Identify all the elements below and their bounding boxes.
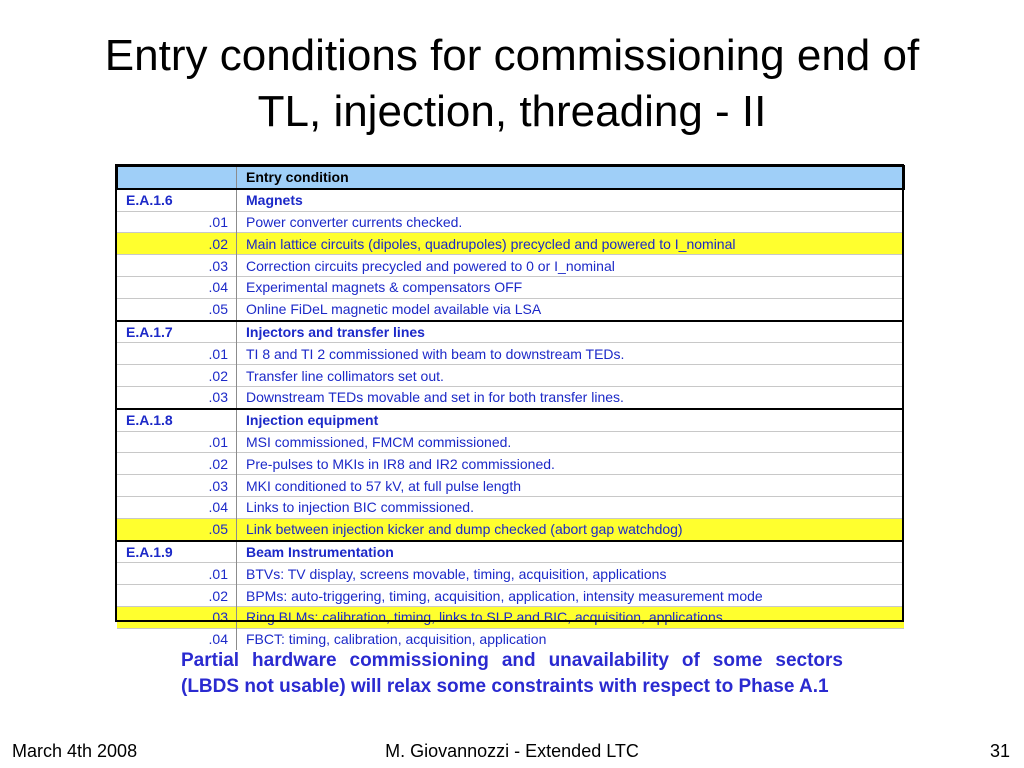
table-header-entry-condition: Entry condition <box>237 166 905 189</box>
row-condition: BTVs: TV display, screens movable, timing, acquisition, applications <box>246 565 667 582</box>
entry-conditions-table <box>116 165 905 650</box>
row-condition: Transfer line collimators set out. <box>246 367 444 384</box>
row-condition: BPMs: auto-triggering, timing, acquisition, application, intensity measurement mode <box>246 587 763 604</box>
row-id: .03 <box>117 475 237 497</box>
table-row <box>117 255 904 277</box>
footer-date: March 4th 2008 <box>12 741 138 761</box>
row-id: .02 <box>117 585 237 607</box>
row-id: .03 <box>117 386 237 408</box>
row-condition: MKI conditioned to 57 kV, at full pulse length <box>246 477 521 494</box>
row-condition: Power converter currents checked. <box>246 213 463 230</box>
footer-author: M. Giovannozzi - Extended LTC <box>385 741 639 761</box>
row-id: .01 <box>117 343 237 365</box>
table-row <box>117 343 904 365</box>
row-condition: Online FiDeL magnetic model available via LSA <box>246 301 542 318</box>
slide-title <box>0 28 1024 140</box>
row-id: .05 <box>117 518 237 540</box>
row-condition: Ring BLMs: calibration, timing, links to SLP and BIC, acquisition, applications <box>237 606 905 628</box>
slide-title-line1: Entry conditions for commissioning end of <box>104 31 920 80</box>
row-id: .01 <box>117 431 237 453</box>
table-row <box>117 563 904 585</box>
row-id: E.A.1.6 <box>117 189 237 211</box>
row-condition: FBCT: timing, calibration, acquisition, application <box>246 631 547 648</box>
table-group-row <box>117 189 904 211</box>
row-condition: Injectors and transfer lines <box>246 323 425 340</box>
table-row <box>117 386 904 408</box>
table-row <box>117 628 904 649</box>
row-condition: Main lattice circuits (dipoles, quadrupoles) precycled and powered to I_nominal <box>237 233 905 255</box>
row-condition: Downstream TEDs movable and set in for both transfer lines. <box>246 389 624 406</box>
table-header-row <box>117 166 904 189</box>
row-id: .05 <box>117 298 237 320</box>
row-condition: Links to injection BIC commissioned. <box>246 499 474 516</box>
table-row <box>117 431 904 453</box>
row-id: .01 <box>117 211 237 233</box>
commissioning-note: Partial hardware commissioning and unavailability of some sectors (LBDS not usable) will relax some constraints with respect to Phase A.1 <box>181 650 843 697</box>
row-id: E.A.1.7 <box>117 321 237 343</box>
row-condition: Magnets <box>246 192 303 209</box>
table-row <box>117 298 904 320</box>
table-group-row <box>117 321 904 343</box>
table-row <box>117 233 904 255</box>
row-id: E.A.1.8 <box>117 409 237 431</box>
table-row <box>117 606 904 628</box>
row-id: .04 <box>117 496 237 518</box>
slide-title-line2: TL, injection, threading - II <box>257 87 767 136</box>
row-condition: Link between injection kicker and dump checked (abort gap watchdog) <box>237 518 905 540</box>
table-row <box>117 475 904 497</box>
row-condition: Injection equipment <box>246 412 379 429</box>
table-group-row <box>117 541 904 563</box>
table-row <box>117 518 904 540</box>
row-condition: MSI commissioned, FMCM commissioned. <box>246 433 512 450</box>
table-row <box>117 365 904 387</box>
row-id: .03 <box>117 255 237 277</box>
row-condition: Experimental magnets & compensators OFF <box>246 279 523 296</box>
table-row <box>117 453 904 475</box>
table-header-id <box>117 166 237 189</box>
row-condition: Correction circuits precycled and powered to 0 or I_nominal <box>246 257 615 274</box>
table-row <box>117 585 904 607</box>
footer-page-number: 31 <box>989 741 1010 761</box>
row-condition: TI 8 and TI 2 commissioned with beam to downstream TEDs. <box>246 345 625 362</box>
row-id: .03 <box>117 606 237 628</box>
table-row <box>117 276 904 298</box>
row-id: E.A.1.9 <box>117 541 237 563</box>
table-group-row <box>117 409 904 431</box>
row-id: .02 <box>117 365 237 387</box>
row-id: .02 <box>117 233 237 255</box>
row-condition: Beam Instrumentation <box>246 543 394 560</box>
table-row <box>117 211 904 233</box>
row-condition: Pre-pulses to MKIs in IR8 and IR2 commissioned. <box>246 455 555 472</box>
row-id: .02 <box>117 453 237 475</box>
row-id: .04 <box>117 276 237 298</box>
row-id: .01 <box>117 563 237 585</box>
row-id: .04 <box>117 628 237 649</box>
table-row <box>117 496 904 518</box>
